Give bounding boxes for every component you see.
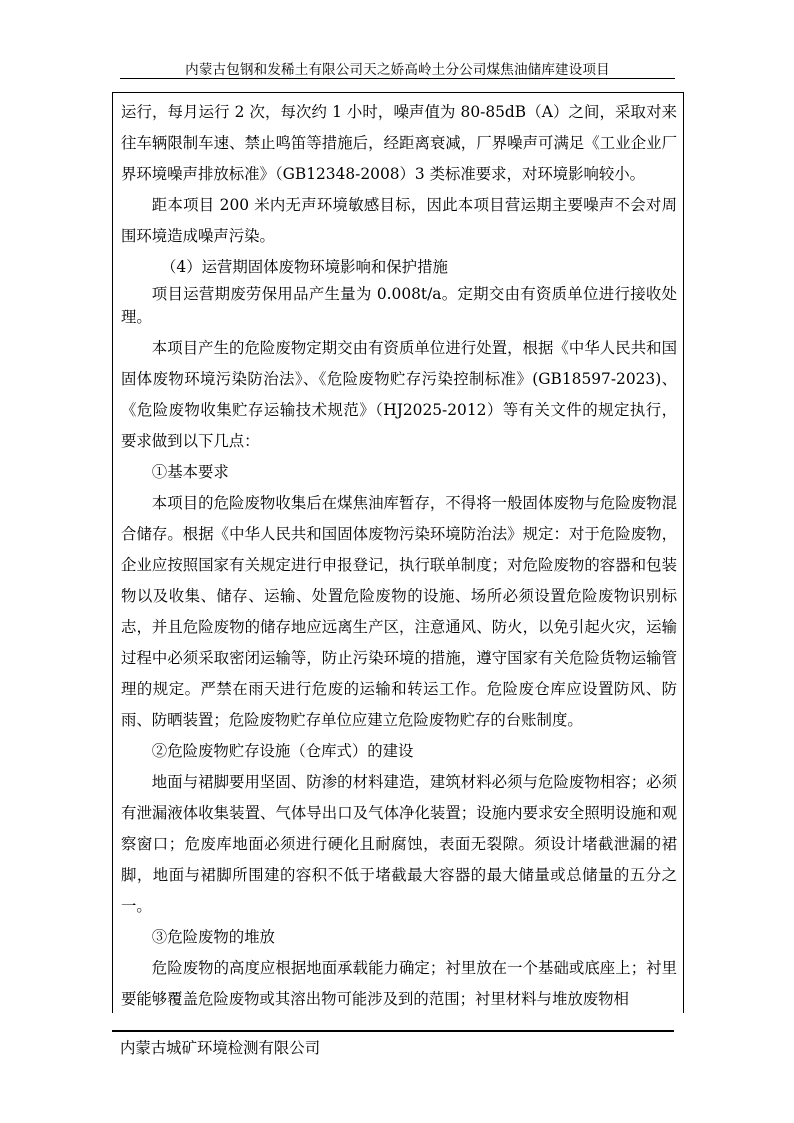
paragraph-basic-requirements: 本项目的危险废物收集后在煤焦油库暂存，不得将一般固体废物与危险废物混合储存。根据《中华人民共和国固体废物污染环境防治法》规定：对于危险废物，企业应按照国家有关规定进行申报登记，执行联单制度；对危险废物的容器和包装物以及收集、储存、运输、处置危险废物的设施、场所必须设置危险废物识别标志，并且危险废物的储存地应远离生产区，注意通风、防火，以免引起火灾，运输过程中必须采取密闭运输等，防止污染环境的措施，遵守国家有关危险货物运输管理的规定。严禁在雨天进行危废的运输和转运工作。危险废仓库应设置防风、防雨、防晒装置；危险废物贮存单位应建立危险废物贮存的台账制度。 — [121, 494, 677, 729]
subheading-waste-stacking: ③危险废物的堆放 — [151, 928, 275, 946]
paragraph-storage-facility: 地面与裙脚要用坚固、防渗的材料建造，建筑材料必须与危险废物相容；必须有泄漏液体收集装置、气体导出口及气体净化装置；设施内要求安全照明设施和观察窗口；危废库地面必须进行硬化且耐腐蚀，表面无裂隙。须设计堵截泄漏的裙脚，地面与裙脚所围建的容积不低于堵截最大容器的最大储量或总储量的五分之一。 — [121, 773, 677, 915]
subheading-storage-facility: ②危险废物贮存设施（仓库式）的建设 — [151, 742, 414, 760]
page-footer: 内蒙古城矿环境检测有限公司 — [120, 1039, 321, 1057]
footer-rule — [112, 1030, 674, 1032]
paragraph-hazardous-waste-disposal: 本项目产生的危险废物定期交由有资质单位进行处置，根据《中华人民共和国固体废物环境污染防治法》、《危险废物贮存污染控制标准》(GB18597-2023)、《危险废物收集贮存运输技术规范》（HJ2025-2012）等有关文件的规定执行，要求做到以下几点： — [121, 339, 677, 450]
paragraph-noise-continued: 运行，每月运行 2 次，每次约 1 小时，噪声值为 80-85dB（A）之间，采取对来往车辆限制车速、禁止鸣笛等措施后，经距离衰减，厂界噪声可满足《工业企业厂界环境噪声排放标准》（GB12348-2008）3 类标准要求，对环境影响较小。 — [121, 103, 677, 183]
content-table-cell — [112, 92, 684, 1013]
paragraph-waste-stacking: 危险废物的高度应根据地面承载能力确定；衬里放在一个基础或底座上；衬里要能够覆盖危险废物或其溶出物可能涉及到的范围；衬里材料与堆放废物相 — [121, 959, 677, 1008]
header-rule — [120, 78, 675, 79]
body-text — [121, 97, 677, 1013]
paragraph-ppe-waste: 项目运营期废劳保用品产生量为 0.008t/a。定期交由有资质单位进行接收处理。 — [121, 285, 677, 326]
section-heading-solid-waste: （4）运营期固体废物环境影响和保护措施 — [161, 258, 448, 276]
subheading-basic-requirements: ①基本要求 — [151, 463, 229, 481]
page-header: 内蒙古包钢和发稀土有限公司天之娇高岭土分公司煤焦油储库建设项目 — [185, 62, 610, 78]
paragraph-noise-sensitive: 距本项目 200 米内无声环境敏感目标，因此本项目营运期主要噪声不会对周围环境造成噪声污染。 — [121, 196, 677, 245]
